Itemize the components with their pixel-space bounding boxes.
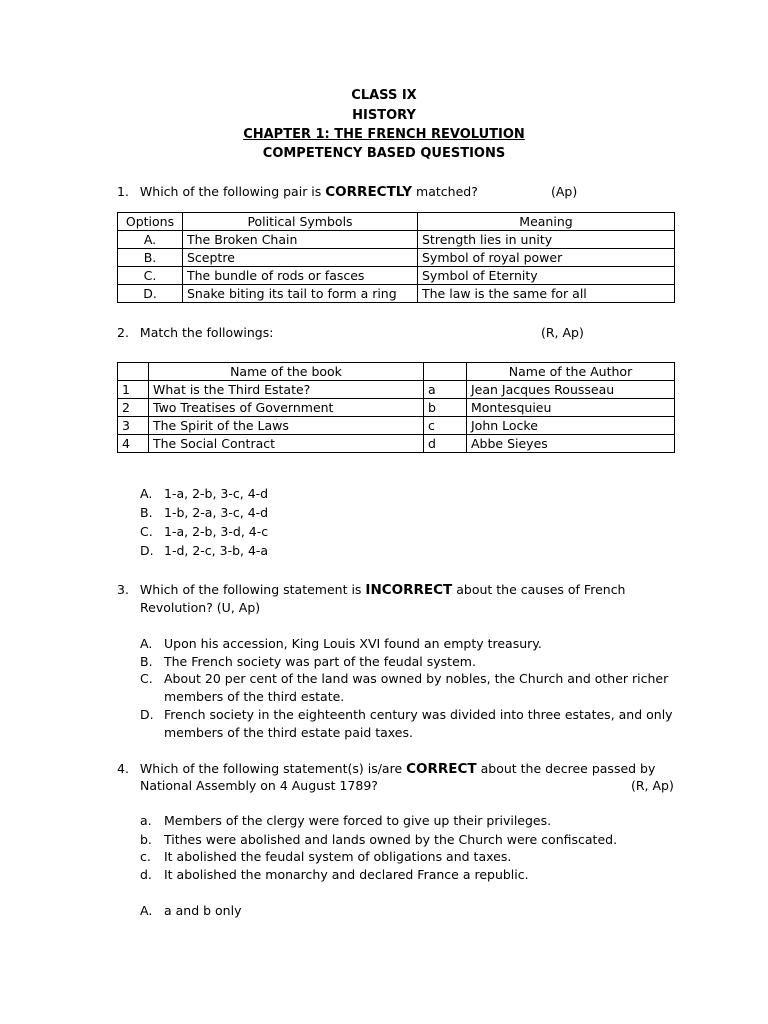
subject-title: HISTORY <box>352 108 416 123</box>
option-item <box>140 543 268 558</box>
table-cell: What is the Third Estate? <box>149 381 424 399</box>
question-text: Which of the following statement(s) is/are <box>139 761 407 776</box>
table-cell: Abbe Sieyes <box>467 435 675 453</box>
table-cell: The Spirit of the Laws <box>149 417 424 435</box>
table-cell: Symbol of royal power <box>418 249 675 267</box>
table-cell: The Social Contract <box>149 435 424 453</box>
option-item <box>140 505 268 520</box>
option-item <box>140 654 476 669</box>
question-3 <box>117 582 625 598</box>
statement-text: Tithes were abolished and lands owned by the Church were confiscated. <box>164 832 618 847</box>
chapter-title: CHAPTER 1: THE FRENCH REVOLUTION <box>243 127 525 142</box>
header-cell: Political Symbols <box>183 213 418 231</box>
statement-item <box>140 832 617 847</box>
table-row <box>118 417 675 435</box>
question-text-line2: Revolution? (U, Ap) <box>140 600 261 615</box>
statement-label: b. <box>140 832 152 847</box>
header-cell: Name of the book <box>149 363 424 381</box>
question-text-end: matched? <box>412 184 478 199</box>
question-emphasis: CORRECTLY <box>325 184 413 200</box>
option-text: 1-d, 2-c, 3-b, 4-a <box>164 543 269 558</box>
table-cell: 2 <box>118 399 149 417</box>
competency-tag: (R, Ap) <box>541 325 584 340</box>
option-item <box>140 636 542 651</box>
table-row <box>118 285 675 303</box>
section-title: COMPETENCY BASED QUESTIONS <box>262 146 506 161</box>
statement-item <box>140 867 529 882</box>
option-item <box>140 671 668 686</box>
table-cell: 1 <box>118 381 149 399</box>
table-header-row <box>118 213 675 231</box>
option-text: 1-a, 2-b, 3-c, 4-d <box>164 486 269 501</box>
competency-tag: (R, Ap) <box>631 778 674 793</box>
table-cell: John Locke <box>467 417 675 435</box>
option-label: A. <box>140 486 153 501</box>
table-cell: Two Treatises of Government <box>149 399 424 417</box>
option-label: C. <box>140 524 153 539</box>
match-table <box>117 362 675 453</box>
table-cell: c <box>424 417 467 435</box>
statement-label: c. <box>140 849 151 864</box>
statement-text: It abolished the monarchy and declared France a republic. <box>164 867 529 882</box>
table-row <box>118 435 675 453</box>
question-text-end: about the causes of French <box>452 582 626 597</box>
statement-item <box>140 813 551 828</box>
option-text: About 20 per cent of the land was owned by nobles, the Church and other richer <box>164 671 669 686</box>
option-item <box>140 486 268 501</box>
question-number: 3. <box>117 582 129 597</box>
table-row <box>118 399 675 417</box>
header-cell: Options <box>118 213 183 231</box>
statement-text: Members of the clergy were forced to give up their privileges. <box>164 813 552 828</box>
option-label: D. <box>140 543 154 558</box>
table-cell: B. <box>118 249 183 267</box>
table-cell: C. <box>118 267 183 285</box>
table-cell: The bundle of rods or fasces <box>183 267 418 285</box>
table-row <box>118 267 675 285</box>
table-cell: b <box>424 399 467 417</box>
question-2 <box>117 325 273 340</box>
question-emphasis: INCORRECT <box>365 582 453 598</box>
option-label: A. <box>140 636 153 651</box>
question-number: 1. <box>117 184 129 199</box>
table-cell: The Broken Chain <box>183 231 418 249</box>
statement-label: d. <box>140 867 152 882</box>
table-cell: a <box>424 381 467 399</box>
option-item <box>140 524 268 539</box>
option-label: D. <box>140 707 154 722</box>
class-title: CLASS IX <box>351 88 417 103</box>
table-cell: d <box>424 435 467 453</box>
question-number: 2. <box>117 325 129 340</box>
question-number: 4. <box>117 761 129 776</box>
table-cell: Montesquieu <box>467 399 675 417</box>
table-cell: A. <box>118 231 183 249</box>
table-cell: Strength lies in unity <box>418 231 675 249</box>
question-emphasis: CORRECT <box>406 761 477 777</box>
option-label: A. <box>140 903 153 918</box>
table-cell: 3 <box>118 417 149 435</box>
table-cell: 4 <box>118 435 149 453</box>
option-label: B. <box>140 505 153 520</box>
statement-text: It abolished the feudal system of obligations and taxes. <box>164 849 512 864</box>
table-cell: Jean Jacques Rousseau <box>467 381 675 399</box>
header-cell: Name of the Author <box>467 363 675 381</box>
table-header-row <box>118 363 675 381</box>
statement-item <box>140 849 511 864</box>
statement-label: a. <box>140 813 152 828</box>
option-text: The French society was part of the feudal system. <box>164 654 476 669</box>
question-text: Match the followings: <box>139 325 274 340</box>
question-text: Which of the following statement is <box>139 582 366 597</box>
option-text: 1-a, 2-b, 3-d, 4-c <box>164 524 269 539</box>
table-row <box>118 381 675 399</box>
option-text: a and b only <box>164 903 242 918</box>
question-text-line2: National Assembly on 4 August 1789? <box>140 778 378 793</box>
table-cell: D. <box>118 285 183 303</box>
question-4 <box>117 761 655 777</box>
option-text: French society in the eighteenth century was divided into three estates, and only <box>164 707 673 722</box>
header-cell <box>424 363 467 381</box>
option-text: 1-b, 2-a, 3-c, 4-d <box>164 505 269 520</box>
question-1 <box>117 184 478 200</box>
table-cell: The law is the same for all <box>418 285 675 303</box>
question-text: Which of the following pair is <box>139 184 326 199</box>
table-cell: Sceptre <box>183 249 418 267</box>
competency-tag: (Ap) <box>551 184 578 199</box>
table-row <box>118 231 675 249</box>
table-row <box>118 249 675 267</box>
header-cell: Meaning <box>418 213 675 231</box>
option-label: C. <box>140 671 153 686</box>
option-text-continuation: members of the third estate. <box>164 689 345 704</box>
table-cell: Snake biting its tail to form a ring <box>183 285 418 303</box>
option-item <box>140 707 673 722</box>
option-text-continuation: members of the third estate paid taxes. <box>164 725 413 740</box>
header-cell <box>118 363 149 381</box>
symbols-table <box>117 212 675 303</box>
option-text: Upon his accession, King Louis XVI found an empty treasury. <box>164 636 542 651</box>
table-cell: Symbol of Eternity <box>418 267 675 285</box>
option-label: B. <box>140 654 153 669</box>
question-text-end: about the decree passed by <box>476 761 656 776</box>
option-item <box>140 903 241 918</box>
